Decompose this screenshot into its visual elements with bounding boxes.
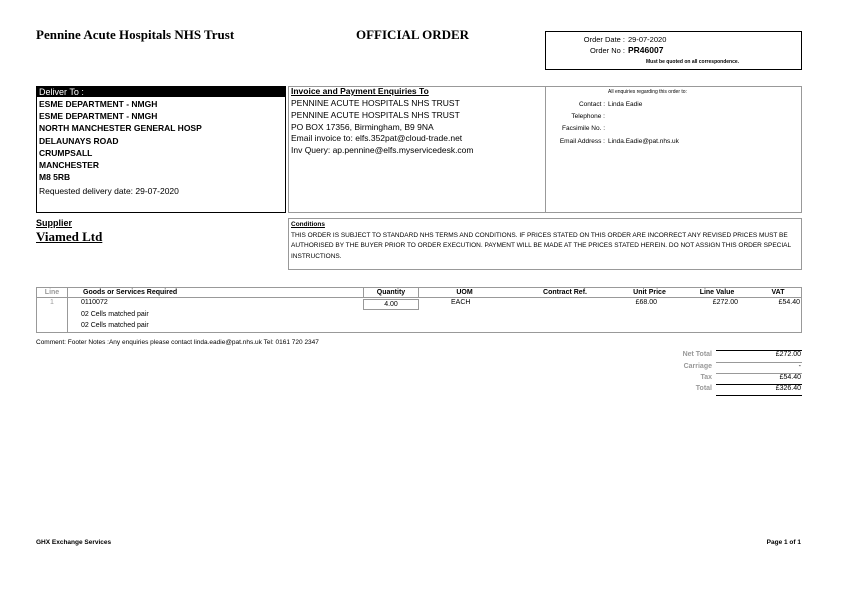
qty-header-box	[363, 288, 419, 297]
deliver-line: NORTH MANCHESTER GENERAL HOSP	[39, 123, 202, 134]
contact-label: Contact :	[578, 101, 605, 108]
invoice-line: PENNINE ACUTE HOSPITALS NHS TRUST	[291, 109, 460, 120]
col-header-line: Line	[44, 289, 60, 296]
email-label: Email Address :	[559, 138, 605, 145]
trust-name: Pennine Acute Hospitals NHS Trust	[36, 27, 235, 42]
total-label: Total	[695, 385, 712, 392]
comment-text: Comment: Footer Notes :Any enquiries please contact linda.eadie@pat.nhs.uk Tel: 0161 720 2347	[36, 339, 319, 346]
total-value: £326.40	[775, 385, 801, 392]
col-header-uom: UOM	[456, 289, 473, 296]
invoice-line: Email invoice to: elfs.352pat@cloud-trade.net	[291, 133, 463, 144]
col-header-qty: Quantity	[376, 289, 406, 296]
total-line-top	[716, 384, 802, 385]
tax-line	[716, 373, 802, 374]
tax-label: Tax	[700, 374, 712, 381]
conditions-text: THIS ORDER IS SUBJECT TO STANDARD NHS TERMS AND CONDITIONS. IF PRICES STATED ON THIS ORDER ARE INCORRECT ANY REVISED PRICES MUST BE AUTHORISED BY THE BUYER PRIOR TO ORDER EXECUTION. PAYMENT WILL BE MADE AT THE PRICES STATED HEREIN. DO NOT ASSIGN THIS ORDER SPECIAL INSTRUCTIONS.	[291, 232, 791, 260]
row-vat: £54.40	[778, 299, 800, 306]
supplier-label: Supplier	[36, 218, 73, 228]
col-header-goods: Goods or Services Required	[83, 289, 178, 296]
invoice-title: Invoice and Payment Enquiries To	[291, 86, 429, 96]
total-line-bottom	[716, 395, 802, 396]
row-desc: 02 Cells matched pair	[81, 322, 149, 329]
row-line-value: £272.00	[712, 299, 738, 306]
enquiries-title: All enquiries regarding this order to:	[608, 89, 687, 95]
deliver-line: MANCHESTER	[39, 160, 99, 171]
order-info-box	[545, 31, 802, 70]
deliver-line: M8 5RB	[39, 172, 71, 183]
row-desc: 02 Cells matched pair	[81, 311, 149, 318]
deliver-line: ESME DEPARTMENT - NMGH	[39, 111, 158, 122]
row-line-number: 1	[50, 299, 54, 306]
col-header-line-value: Line Value	[699, 289, 735, 296]
deliver-to-title: Deliver To :	[37, 87, 285, 97]
requested-delivery-date: Requested delivery date: 29-07-2020	[39, 186, 179, 196]
invoice-address	[291, 98, 473, 157]
fax-label: Facsimile No. :	[562, 125, 605, 132]
carriage-value: -	[798, 363, 801, 370]
invoice-line: PO BOX 17356, Birmingham, B9 9NA	[291, 121, 434, 132]
carriage-line	[716, 362, 802, 363]
deliver-to-box	[36, 86, 286, 213]
deliver-line: ESME DEPARTMENT - NMGH	[39, 99, 158, 109]
telephone-label: Telephone :	[571, 113, 605, 120]
contact-value: Linda Eadie	[608, 101, 643, 108]
table-header-row	[37, 288, 801, 298]
row-qty: 4.00	[363, 299, 419, 310]
order-no-label: Order No :	[589, 46, 625, 55]
supplier-name: Viamed Ltd	[36, 229, 103, 244]
line-col-divider	[67, 288, 68, 332]
deliver-address	[39, 98, 202, 183]
tax-value: £54.40	[779, 374, 801, 381]
doc-title: OFFICIAL ORDER	[356, 27, 470, 42]
row-uom: EACH	[451, 299, 471, 306]
invoice-line: Inv Query: ap.pennine@elfs.myservicedesk.com	[291, 145, 474, 156]
invoice-line: PENNINE ACUTE HOSPITALS NHS TRUST	[291, 98, 460, 108]
col-header-unit-price: Unit Price	[633, 289, 666, 296]
email-value: Linda.Eadie@pat.nhs.uk	[608, 138, 679, 145]
deliver-line: DELAUNAYS ROAD	[39, 135, 119, 146]
row-code: 0110072	[81, 299, 108, 306]
page-number: Page 1 of 1	[766, 539, 801, 546]
enquiries-divider	[545, 86, 546, 213]
footer-left: GHX Exchange Services	[36, 539, 112, 546]
row-unit-price: £68.00	[635, 299, 657, 306]
conditions-box	[288, 218, 802, 270]
quote-note: Must be quoted on all correspondence.	[646, 59, 740, 65]
items-table	[36, 287, 802, 333]
carriage-label: Carriage	[683, 363, 712, 370]
col-header-vat: VAT	[771, 289, 785, 296]
net-total-value: £272.00	[775, 351, 801, 358]
col-header-contract: Contract Ref.	[543, 289, 587, 296]
order-date: 29-07-2020	[628, 35, 667, 44]
order-date-label: Order Date :	[583, 35, 625, 44]
conditions-title: Conditions	[291, 221, 325, 228]
order-no: PR46007	[628, 45, 664, 55]
net-total-line	[716, 350, 802, 351]
deliver-line: CRUMPSALL	[39, 147, 93, 158]
net-total-label: Net Total	[682, 351, 712, 358]
